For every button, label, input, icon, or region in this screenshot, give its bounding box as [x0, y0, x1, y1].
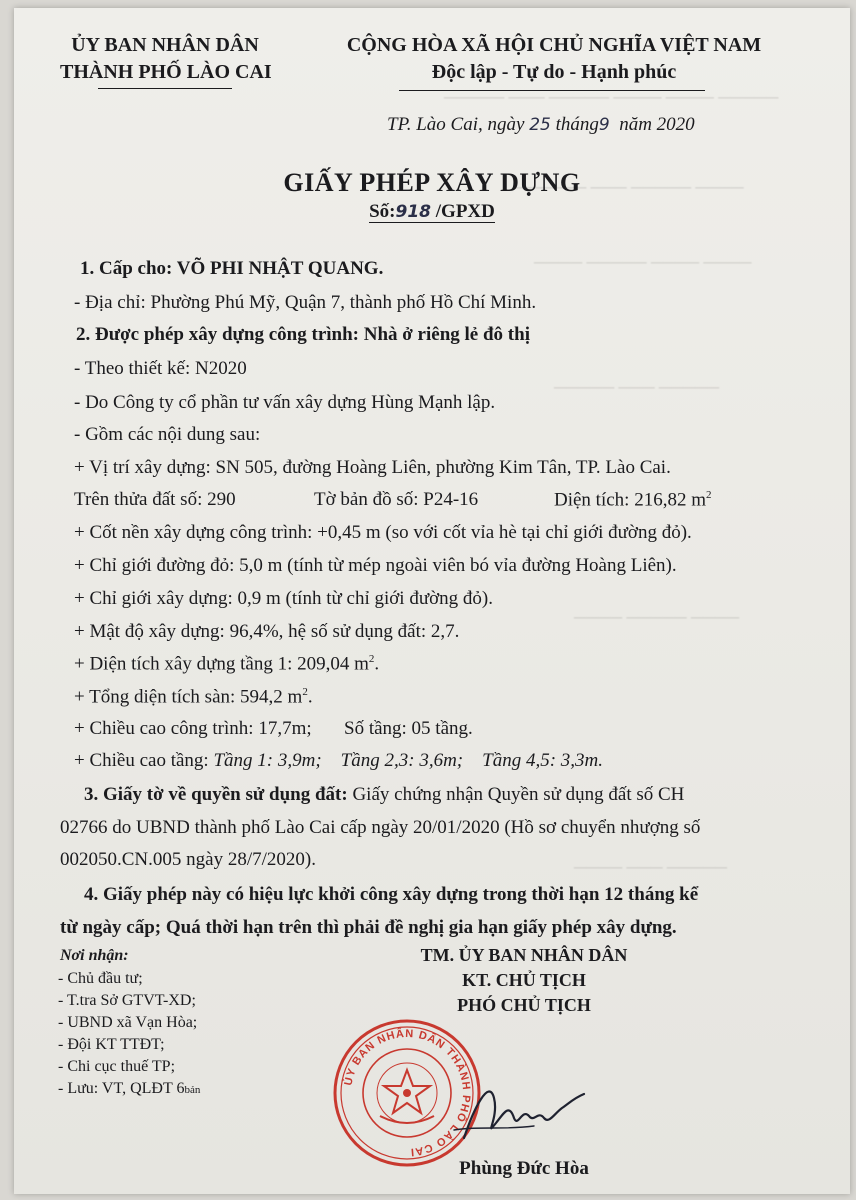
build-boundary-line: + Chỉ giới xây dựng: 0,9 m (tính từ chỉ giới đường đỏ). — [74, 588, 494, 609]
map-sheet: Tờ bản đồ số: P24-16 — [314, 489, 479, 510]
bleed-through-text: ───── ──── ──── ───── ─── ───── — [444, 88, 779, 107]
national-title: CỘNG HÒA XÃ HỘI CHỦ NGHĨA VIỆT NAM — [346, 34, 762, 56]
bleed-through-text: ──── ───── ──── — [574, 608, 740, 627]
building-height: + Chiều cao công trình: 17,7m; — [74, 718, 312, 739]
signer-name: Phùng Đức Hòa — [459, 1158, 589, 1179]
recipients-label: Nơi nhận: — [60, 947, 129, 964]
recipient-item: - Chủ đầu tư; — [58, 970, 143, 987]
bleed-through-text: ──── ──── ───── ──── — [534, 253, 752, 272]
section3-line2: 02766 do UBND thành phố Lào Cai cấp ngày 20/01/2020 (Hồ sơ chuyển nhượng số — [60, 817, 701, 838]
build-density: + Mật độ xây dựng: 96,4%, hệ số sử dụng đất: 2,7. — [74, 621, 460, 642]
document-title: GIẤY PHÉP XÂY DỰNG — [283, 168, 581, 197]
total-floor-area: + Tổng diện tích sàn: 594,2 $m^2$. — [74, 686, 313, 708]
date-day: 25 — [529, 115, 551, 135]
signature-title3: PHÓ CHỦ TỊCH — [457, 995, 591, 1015]
bleed-through-text: ──── ───── ─── ────── — [514, 178, 744, 197]
bleed-through-text: ───── ─── ───── — [554, 378, 720, 397]
land-area: Diện tích: 216,82 $m^2$ — [554, 489, 712, 511]
section4-line1: 4. Giấy phép này có hiệu lực khởi công xây dựng trong thời hạn 12 tháng kể — [84, 884, 699, 905]
section3-line3: 002050.CN.005 ngày 28/7/2020). — [60, 849, 316, 870]
build-location: + Vị trí xây dựng: SN 505, đường Hoàng Liên, phường Kim Tân, TP. Lào Cai. — [74, 457, 671, 478]
national-motto: Độc lập - Tự do - Hạnh phúc — [431, 61, 677, 83]
agency-name-line2: THÀNH PHỐ LÀO CAI — [60, 61, 272, 83]
recipient-item: - Đội KT TTĐT; — [58, 1036, 165, 1053]
date-month: 9 — [598, 115, 610, 135]
section1-heading: 1. Cấp cho: VÕ PHI NHẬT QUANG. — [80, 258, 384, 279]
handwritten-signature-icon — [434, 1068, 594, 1148]
floor-heights: + Chiều cao tầng: Tầng 1: 3,9m; Tầng 2,3: 3,6m; Tầng 4,5: 3,3m. — [74, 750, 603, 771]
recipient-item: - UBND xã Vạn Hòa; — [58, 1014, 198, 1031]
permit-number: Số:918 /GPXD — [369, 201, 495, 222]
designer: - Do Công ty cổ phần tư vấn xây dựng Hùng Mạnh lập. — [74, 392, 496, 413]
recipient-item: - Chi cục thuế TP; — [58, 1058, 176, 1075]
foundation-level: + Cốt nền xây dựng công trình: +0,45 m (so với cốt vỉa hè tại chỉ giới đường đỏ). — [74, 522, 692, 543]
section2-heading: 2. Được phép xây dựng công trình: Nhà ở riêng lẻ đô thị — [76, 324, 530, 345]
section1-address: - Địa chỉ: Phường Phú Mỹ, Quận 7, thành phố Hồ Chí Minh. — [74, 292, 537, 313]
floor-count: Số tầng: 05 tầng. — [344, 718, 473, 739]
recipient-item: - T.tra Sở GTVT-XD; — [58, 992, 196, 1009]
plot-number: Trên thửa đất số: 290 — [74, 489, 236, 510]
design-code: - Theo thiết kế: N2020 — [74, 358, 247, 379]
bleed-through-text: ───── ─── ──── — [574, 858, 728, 877]
floor1-area: + Diện tích xây dựng tầng 1: 209,04 $m^2$. — [74, 653, 380, 675]
red-boundary-line: + Chỉ giới đường đỏ: 5,0 m (tính từ mép ngoài viên bó vỉa đường Hoàng Liên). — [74, 555, 677, 576]
signature-title1: TM. ỦY BAN NHÂN DÂN — [420, 945, 628, 965]
signature-title2: KT. CHỦ TỊCH — [462, 970, 586, 990]
motto-underline — [399, 90, 705, 91]
recipient-item: - Lưu: VT, QLĐT 6bản — [58, 1080, 201, 1097]
section3-line1: 3. Giấy tờ về quyền sử dụng đất: Giấy chứng nhận Quyền sử dụng đất số CH — [84, 784, 685, 805]
permit-document — [14, 8, 850, 1194]
agency-name-line1: ỦY BAN NHÂN DÂN — [71, 34, 259, 56]
issue-date: TP. Lào Cai, ngày 25 tháng9 năm 2020 — [387, 114, 695, 135]
seal-text: ỦY BAN NHÂN DÂN THÀNH PHỐ LÀO CAI — [342, 1027, 473, 1158]
agency-underline — [98, 88, 232, 89]
contents-intro: - Gồm các nội dung sau: — [74, 424, 261, 445]
section4-line2: từ ngày cấp; Quá thời hạn trên thì phải đề nghị gia hạn giấy phép xây dựng. — [60, 917, 677, 938]
